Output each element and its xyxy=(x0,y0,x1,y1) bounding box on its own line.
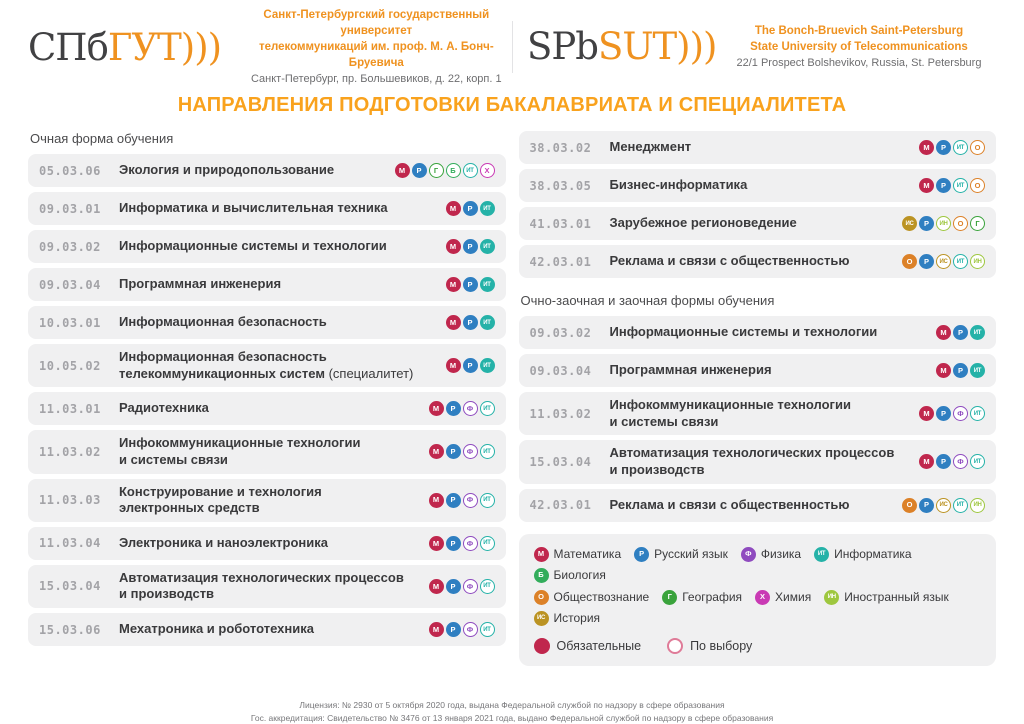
subject-badge-required: Р xyxy=(446,493,461,508)
accreditation-line: Гос. аккредитация: Свидетельство № 3476 от 13 января 2021 года, выдано Федеральной службой по надзору в сфере образования xyxy=(250,713,774,724)
program-name: Информационные системы и технологии xyxy=(119,238,387,254)
subject-badge-optional: ИС xyxy=(936,498,951,513)
legend-item xyxy=(662,590,742,605)
subject-badge-required: Р xyxy=(953,325,968,340)
program-row xyxy=(519,489,997,522)
program-name: Информационные системы и технологии xyxy=(609,324,878,340)
program-code: 38.03.02 xyxy=(529,140,592,155)
program-row xyxy=(519,169,997,202)
legend-types xyxy=(534,638,982,654)
legend-optional xyxy=(667,638,752,654)
subject-badge-required: Р xyxy=(919,254,934,269)
column-right xyxy=(519,131,997,666)
program-name: Реклама и связи с общественностью xyxy=(609,496,850,512)
university-info-en xyxy=(736,23,981,72)
subject-badge-required: ИТ xyxy=(970,325,985,340)
subject-badge-required: О xyxy=(902,254,917,269)
subject-badge-required: Р xyxy=(463,239,478,254)
subject-badge-required: М xyxy=(446,277,461,292)
subject-badge-required: М xyxy=(936,363,951,378)
program-list-parttime xyxy=(519,316,997,522)
subject-badge-required: М xyxy=(429,536,444,551)
subject-badge-optional: Ф xyxy=(953,454,968,469)
subject-badge-optional: Г xyxy=(970,216,985,231)
exam-badges xyxy=(902,498,985,513)
subject-badge-required: Р xyxy=(412,163,427,178)
legend-optional-label: По выбору xyxy=(690,638,753,653)
exam-badges xyxy=(429,622,495,637)
subject-badge-required: Р xyxy=(936,140,951,155)
program-note: (специалитет) xyxy=(324,365,414,381)
subject-badge-optional: О xyxy=(970,178,985,193)
legend-row xyxy=(534,547,982,583)
subject-badge-required: Р xyxy=(919,216,934,231)
program-name: Инфокоммуникационные технологии и системы связи xyxy=(119,435,361,467)
subject-badge-required: М xyxy=(395,163,410,178)
exam-badges xyxy=(936,325,985,340)
subject-badge-optional: О xyxy=(970,140,985,155)
subject-badge-required: Р xyxy=(936,406,951,421)
program-code: 10.03.01 xyxy=(39,315,101,330)
exam-badges xyxy=(919,406,985,421)
program-code: 42.03.01 xyxy=(529,498,592,512)
logo-orange-part: SUT))) xyxy=(597,25,717,69)
program-code: 15.03.04 xyxy=(39,579,101,594)
subject-badge-optional: Ф xyxy=(463,579,478,594)
subject-badge-required: М xyxy=(919,178,934,193)
program-code: 41.03.01 xyxy=(529,216,592,231)
legend-item-label: Химия xyxy=(775,590,812,604)
exam-badges xyxy=(902,216,985,231)
subject-badge-required: Б xyxy=(534,568,549,583)
program-code: 05.03.06 xyxy=(39,163,101,178)
license-line: Лицензия: № 2930 от 5 октября 2020 года, выдана Федеральной службой по надзору в сфере образования xyxy=(299,699,725,710)
program-code: 38.03.05 xyxy=(529,178,592,193)
subject-badge-optional: ИТ xyxy=(970,454,985,469)
section-heading-parttime: Очно-заочная и заочная формы обучения xyxy=(520,293,775,308)
program-row xyxy=(28,565,506,608)
subject-badge-required: М xyxy=(534,547,549,562)
subject-badge-required: ИС xyxy=(902,216,917,231)
subject-badge-optional: ИН xyxy=(970,254,985,269)
exam-badges xyxy=(446,277,495,292)
program-row xyxy=(519,354,997,387)
subject-badge-optional: ИН xyxy=(970,498,985,513)
subject-badge-required: М xyxy=(919,454,934,469)
subject-badge-required: ИН xyxy=(824,590,839,605)
subject-badge-required: ИТ xyxy=(480,358,495,373)
program-row xyxy=(519,131,997,164)
exam-badges xyxy=(446,358,495,373)
legend-required-label: Обязательные xyxy=(556,638,642,653)
legend-row xyxy=(534,590,982,626)
program-code: 11.03.03 xyxy=(39,493,101,508)
program-code: 42.03.01 xyxy=(529,254,592,269)
legend-item-label: Физика xyxy=(760,547,802,561)
subject-badge-optional: ИТ xyxy=(480,401,495,416)
subject-badge-optional: ИТ xyxy=(953,140,968,155)
column-left xyxy=(28,131,506,666)
program-name: Мехатроника и робототехника xyxy=(119,621,314,637)
university-name-en-line1: The Bonch-Bruevich Saint-Petersburg xyxy=(754,24,964,37)
program-name: Автоматизация технологических процессов и производств xyxy=(609,445,895,477)
legend-item-label: Обществознание xyxy=(553,590,650,604)
subject-badge-optional: Г xyxy=(429,163,444,178)
program-row xyxy=(28,230,506,263)
subject-badge-optional: Ф xyxy=(463,444,478,459)
program-name: Бизнес-информатика xyxy=(609,177,748,193)
exam-badges xyxy=(446,239,495,254)
subject-badge-required: Г xyxy=(662,590,677,605)
program-row xyxy=(28,613,506,646)
subject-badge-optional: ИТ xyxy=(480,579,495,594)
subject-badge-required: Р xyxy=(463,277,478,292)
program-row xyxy=(519,245,997,278)
subject-badge-required: Р xyxy=(936,454,951,469)
subject-badge-optional: ИТ xyxy=(480,493,495,508)
program-name: Информационная безопасность xyxy=(119,314,327,330)
legend-item xyxy=(534,590,650,605)
legend-item-label: Математика xyxy=(553,547,622,561)
program-name: Радиотехника xyxy=(119,400,209,416)
subject-badge-required: М xyxy=(919,406,934,421)
exam-badges xyxy=(429,401,495,416)
program-name: Программная инженерия xyxy=(609,362,772,378)
subject-badge-required: О xyxy=(902,498,917,513)
program-row xyxy=(28,527,506,560)
subject-badge-optional: Ф xyxy=(463,622,478,637)
legend-item xyxy=(824,590,949,605)
program-code: 11.03.04 xyxy=(39,536,101,551)
program-row xyxy=(28,192,506,225)
subject-badge-optional: ИТ xyxy=(970,406,985,421)
legend-item xyxy=(534,568,606,583)
exam-badges xyxy=(919,178,985,193)
subject-badge-optional: Б xyxy=(446,163,461,178)
subject-badge-optional: Ф xyxy=(463,493,478,508)
subject-badge-required: Р xyxy=(446,536,461,551)
subject-badge-optional: Х xyxy=(480,163,495,178)
legend-item xyxy=(534,611,601,626)
exam-badges xyxy=(429,579,495,594)
program-name: Реклама и связи с общественностью xyxy=(609,253,850,269)
exam-badges xyxy=(429,536,495,551)
program-name: Электроника и наноэлектроника xyxy=(119,534,329,550)
subject-badge-required: ИТ xyxy=(480,201,495,216)
program-code: 10.05.02 xyxy=(39,358,101,373)
legend-item xyxy=(634,547,728,562)
optional-circle-icon xyxy=(667,638,683,654)
subject-badge-optional: Ф xyxy=(463,401,478,416)
subject-badge-optional: ИТ xyxy=(480,622,495,637)
subject-badge-required: Р xyxy=(936,178,951,193)
subject-badge-optional: О xyxy=(953,216,968,231)
program-row xyxy=(519,316,997,349)
required-circle-icon xyxy=(534,638,550,654)
subject-badge-required: Р xyxy=(446,622,461,637)
program-code: 09.03.04 xyxy=(39,277,101,292)
program-name: Конструирование и технология электронных средств xyxy=(119,483,322,516)
subject-badge-required: М xyxy=(446,201,461,216)
subject-badge-required: Р xyxy=(953,363,968,378)
legend-item xyxy=(814,547,912,562)
subject-badge-required: М xyxy=(446,315,461,330)
program-code: 09.03.04 xyxy=(529,363,592,378)
program-row xyxy=(519,207,997,240)
header-right xyxy=(513,23,997,72)
subject-badge-optional: ИН xyxy=(936,216,951,231)
logo-orange-part: ГУТ))) xyxy=(107,25,222,69)
university-name-ru-line2: телекоммуникаций им. проф. М. А. Бонч-Бруевича xyxy=(258,40,494,69)
subject-badge-required: М xyxy=(446,239,461,254)
subject-badge-required: ИТ xyxy=(480,277,495,292)
subject-badge-required: Р xyxy=(463,201,478,216)
program-list-fulltime-cont xyxy=(519,131,997,278)
program-name: Информационная безопасность телекоммуникационных систем (специалитет) xyxy=(119,349,414,381)
university-address-ru: Санкт-Петербург, пр. Большевиков, д. 22, корп. 1 xyxy=(250,73,502,85)
program-row xyxy=(28,430,506,473)
legend-item xyxy=(534,547,622,562)
subject-badge-required: ИТ xyxy=(480,239,495,254)
exam-badges xyxy=(395,163,495,178)
program-row xyxy=(28,306,506,339)
legend-item-label: География xyxy=(682,590,743,604)
legend-item-label: Русский язык xyxy=(654,547,728,561)
legend-item-label: История xyxy=(553,611,601,625)
subject-badge-optional: Ф xyxy=(463,536,478,551)
subject-badge-required: ИС xyxy=(534,611,549,626)
subject-badge-required: Р xyxy=(446,444,461,459)
exam-badges xyxy=(429,444,495,459)
program-list-fulltime xyxy=(28,154,506,646)
footer xyxy=(0,699,1024,724)
subject-badge-optional: ИТ xyxy=(953,178,968,193)
program-name: Зарубежное регионоведение xyxy=(609,215,797,231)
program-code: 15.03.04 xyxy=(529,454,592,469)
program-row xyxy=(519,440,997,483)
program-code: 11.03.01 xyxy=(39,401,101,416)
university-name-ru-line1: Санкт-Петербургский государственный университет xyxy=(263,8,490,37)
logo-dark-part: СПб xyxy=(28,25,108,69)
header-left xyxy=(28,7,512,88)
legend-subject-rows xyxy=(534,547,982,626)
program-name: Инфокоммуникационные технологии и системы связи xyxy=(609,397,851,429)
program-name: Менеджмент xyxy=(609,139,692,155)
subject-badge-required: М xyxy=(936,325,951,340)
subject-badge-optional: ИС xyxy=(936,254,951,269)
subject-badge-optional: Ф xyxy=(953,406,968,421)
exam-badges xyxy=(919,140,985,155)
program-row xyxy=(28,392,506,425)
subject-badge-optional: ИТ xyxy=(480,536,495,551)
program-row xyxy=(519,392,997,435)
subject-badge-required: ИТ xyxy=(970,363,985,378)
section-heading-fulltime: Очная форма обучения xyxy=(30,131,174,146)
page xyxy=(0,8,1024,724)
subject-badge-optional: ИТ xyxy=(463,163,478,178)
spbgut-logo xyxy=(28,26,221,69)
exam-badges xyxy=(446,201,495,216)
legend-required xyxy=(534,638,642,654)
exam-badges xyxy=(429,493,495,508)
university-info-ru xyxy=(241,7,511,88)
subject-badge-required: М xyxy=(429,401,444,416)
legend-item-label: Информатика xyxy=(834,547,912,561)
university-name-en-line2: State University of Telecommunications xyxy=(750,40,968,53)
exam-badges xyxy=(919,454,985,469)
program-row xyxy=(28,479,506,522)
subject-badge-required: ИТ xyxy=(814,547,829,562)
program-code: 11.03.02 xyxy=(39,444,101,459)
program-name: Экология и природопользование xyxy=(119,162,335,178)
header xyxy=(28,8,996,85)
subject-badge-optional: ИТ xyxy=(953,498,968,513)
subject-badge-required: М xyxy=(429,493,444,508)
logo-dark-part: SPb xyxy=(527,25,598,69)
subject-badge-required: О xyxy=(534,590,549,605)
program-row xyxy=(28,154,506,187)
subject-badge-required: Р xyxy=(919,498,934,513)
subject-badge-required: М xyxy=(919,140,934,155)
legend-item-label: Иностранный язык xyxy=(844,590,949,604)
university-address-en: 22/1 Prospect Bolshevikov, Russia, St. Petersburg xyxy=(736,56,982,69)
program-row xyxy=(28,344,506,387)
page-title: НАПРАВЛЕНИЯ ПОДГОТОВКИ БАКАЛАВРИАТА И СПЕЦИАЛИТЕТА xyxy=(177,94,847,116)
exam-badges xyxy=(936,363,985,378)
program-code: 09.03.02 xyxy=(529,325,592,340)
subject-badge-required: Р xyxy=(463,358,478,373)
legend-item xyxy=(741,547,801,562)
program-code: 11.03.02 xyxy=(529,406,592,421)
program-code: 15.03.06 xyxy=(39,622,101,637)
exam-badges xyxy=(902,254,985,269)
subject-badge-required: М xyxy=(446,358,461,373)
program-code: 09.03.02 xyxy=(39,239,101,254)
subject-badge-required: М xyxy=(429,444,444,459)
subject-badge-optional: ИТ xyxy=(480,444,495,459)
subject-badge-required: М xyxy=(429,622,444,637)
subject-badge-required: М xyxy=(429,579,444,594)
subject-badge-required: Р xyxy=(463,315,478,330)
main-content xyxy=(28,131,996,666)
program-name: Автоматизация технологических процессов и производств xyxy=(119,569,404,602)
legend-item xyxy=(755,590,811,605)
program-code: 09.03.01 xyxy=(39,201,101,216)
subject-badge-required: Р xyxy=(634,547,649,562)
exam-badges xyxy=(446,315,495,330)
program-name: Программная инженерия xyxy=(119,276,282,292)
program-row xyxy=(28,268,506,301)
program-name: Информатика и вычислительная техника xyxy=(119,200,388,216)
subject-badge-required: Р xyxy=(446,579,461,594)
subject-badge-required: Р xyxy=(446,401,461,416)
spbsut-logo xyxy=(527,25,716,68)
subject-badge-required: ИТ xyxy=(480,315,495,330)
legend-item-label: Биология xyxy=(553,568,606,582)
subject-badge-required: Ф xyxy=(741,547,756,562)
legend xyxy=(519,534,997,666)
subject-badge-required: Х xyxy=(755,590,770,605)
subject-badge-optional: ИТ xyxy=(953,254,968,269)
